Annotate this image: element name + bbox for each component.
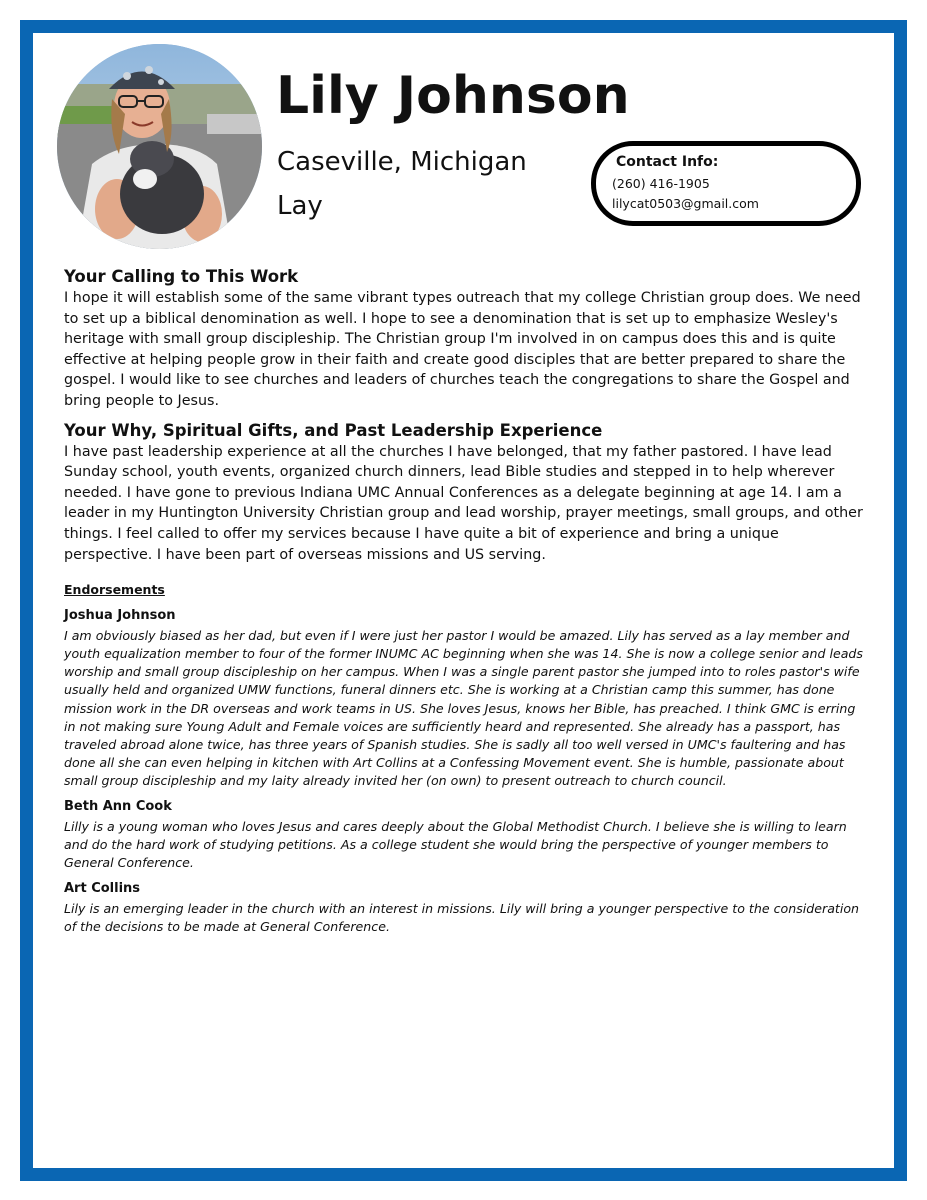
contact-phone: (260) 416-1905 [612, 176, 710, 191]
section-heading: Your Why, Spiritual Gifts, and Past Leadership Experience [64, 420, 603, 440]
endorsement-text: Lily is an emerging leader in the church with an interest in missions. Lily will bring a younger perspective to the consideration of the decisions to be made at General Conference. [64, 901, 860, 935]
main-content [64, 266, 864, 936]
endorsement-item [64, 607, 864, 790]
section-heading: Your Calling to This Work [64, 267, 299, 286]
candidate-location: Caseville, Michigan [277, 147, 527, 177]
section-calling [64, 266, 864, 412]
candidate-role: Lay [277, 191, 323, 221]
endorser-name: Beth Ann Cook [64, 798, 172, 814]
endorsement-text: Lilly is a young woman who loves Jesus and cares deeply about the Global Methodist Church. I believe she is willing to learn and do the hard work of studying petitions. As a college student she would bring the perspective of younger members to General Conference. [64, 818, 847, 871]
contact-box [591, 141, 861, 226]
endorsement-text: I am obviously biased as her dad, but even if I were just her pastor I would be amazed. Lily has served as a lay member and youth equalization member to four of the former INUMC AC beginning when she was 14. She is now a college senior and leads worship and small group discipleship on her campus. When I was a single parent pastor she jumped into to roles pastor's wife usually held and organized UMW functions, funeral dinners etc. She is working at a Christian camp this summer, has done mission work in the DR overseas and work teams in US. She loves Jesus, knows her Bible, has preached. I think GMC is erring in not making sure Young Adult and Female voices are sufficiently heard and represented. She already has a passport, has traveled abroad alone twice, has three years of Spanish studies. She is sadly all too well versed in UMC's faultering and has done all she can even helping in kitchen with Art Collins at a Confessing Movement event. She is humble, passionate about small group discipleship and my laity already invited her (on own) to present outreach to church council. [64, 628, 863, 788]
endorsements-heading: Endorsements [64, 582, 165, 598]
endorser-name: Joshua Johnson [64, 608, 176, 624]
section-body: I have past leadership experience at all the churches I have belonged, that my father pastored. I have lead Sunday school, youth events, organized church dinners, lead Bible studies and stepped in to help wherever needed. I have gone to previous Indiana UMC Annual Conferences as a delegate beginning at age 14. I am a leader in my Huntington University Christian group and lead worship, prayer meetings, small groups, and other things. I feel called to offer my services because I have quite a bit of experience and bring a unique perspective. I have been part of overseas missions and US serving. [64, 443, 863, 563]
section-why [64, 420, 864, 566]
profile-photo [57, 44, 262, 249]
candidate-name: Lily Johnson [276, 66, 630, 126]
contact-email: lilycat0503@gmail.com [612, 196, 759, 211]
contact-title: Contact Info: [616, 154, 719, 170]
endorsement-item [64, 880, 864, 936]
profile-photo-image [57, 44, 262, 249]
endorser-name: Art Collins [64, 881, 141, 897]
endorsement-item [64, 798, 864, 872]
section-body: I hope it will establish some of the same vibrant types outreach that my college Christian group does. We need to set up a biblical denomination as well. I hope to see a denomination that is set up to emphasize Wesley's heritage with small group discipleship. The Christian group I'm involved in on campus does this and is quite effective at helping people grow in their faith and create good disciples that are better prepared to share the gospel. I would like to see churches and leaders of churches teach the congregations to share the Gospel and bring people to Jesus. [64, 290, 861, 409]
